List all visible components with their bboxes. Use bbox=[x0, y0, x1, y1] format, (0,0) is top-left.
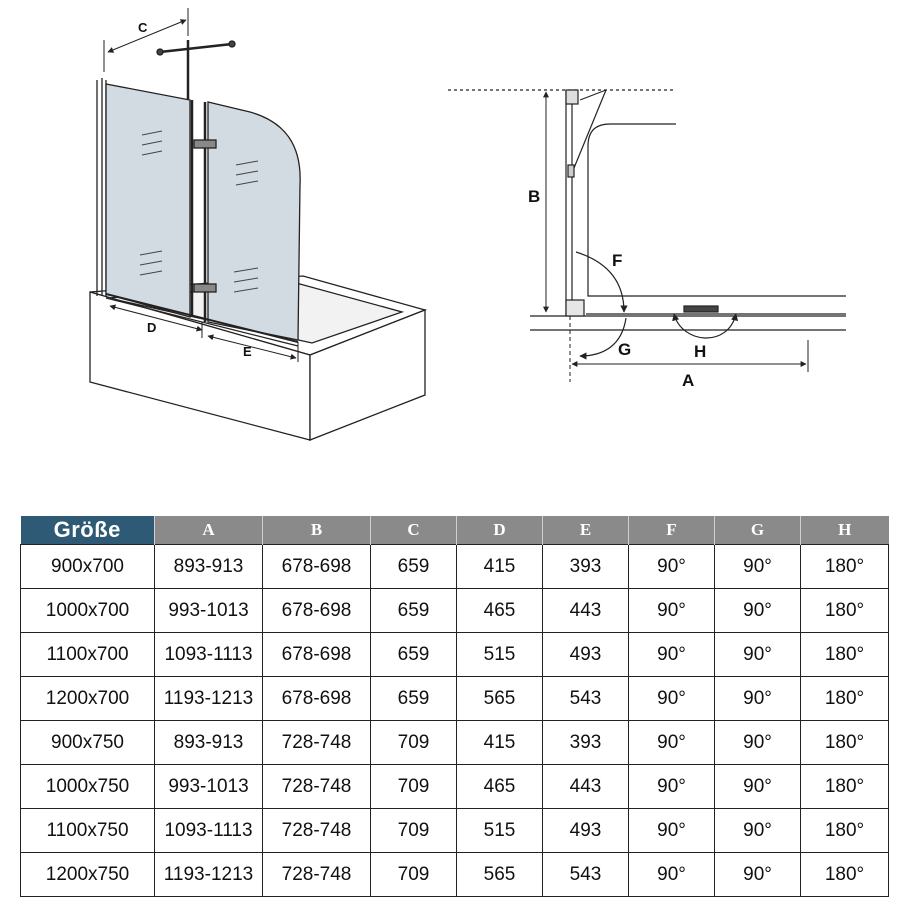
table-row bbox=[21, 853, 889, 897]
header-e: E bbox=[543, 516, 629, 545]
label-e: E bbox=[243, 344, 252, 359]
table-cell: 728-748 bbox=[263, 809, 371, 853]
table-cell: 678-698 bbox=[263, 545, 371, 589]
table-row bbox=[21, 545, 889, 589]
table-cell: 90° bbox=[629, 809, 715, 853]
table-cell: 678-698 bbox=[263, 589, 371, 633]
header-c: C bbox=[371, 516, 457, 545]
table-cell: 180° bbox=[801, 677, 889, 721]
table-row bbox=[21, 633, 889, 677]
table-cell: 659 bbox=[371, 633, 457, 677]
header-groesse: Größe bbox=[21, 516, 155, 545]
table-cell: 180° bbox=[801, 633, 889, 677]
table-cell: 493 bbox=[543, 809, 629, 853]
table-cell: 678-698 bbox=[263, 677, 371, 721]
table-cell: 1193-1213 bbox=[155, 853, 263, 897]
table-cell: 90° bbox=[629, 545, 715, 589]
table-cell: 90° bbox=[629, 853, 715, 897]
table-row bbox=[21, 677, 889, 721]
side-view bbox=[448, 90, 846, 382]
label-c: C bbox=[138, 20, 148, 35]
table-cell: 900x750 bbox=[21, 721, 155, 765]
table-cell: 493 bbox=[543, 633, 629, 677]
table-cell: 1200x750 bbox=[21, 853, 155, 897]
table-cell: 1200x700 bbox=[21, 677, 155, 721]
table-cell: 180° bbox=[801, 853, 889, 897]
table-cell: 1000x750 bbox=[21, 765, 155, 809]
hinge-top-icon bbox=[194, 140, 216, 148]
size-table bbox=[20, 516, 889, 897]
table-cell: 90° bbox=[715, 545, 801, 589]
table-cell: 90° bbox=[715, 721, 801, 765]
table-cell: 393 bbox=[543, 545, 629, 589]
table-cell: 180° bbox=[801, 809, 889, 853]
glass-panel-folding bbox=[208, 102, 300, 340]
table-cell: 728-748 bbox=[263, 721, 371, 765]
table-cell: 1093-1113 bbox=[155, 809, 263, 853]
table-cell: 415 bbox=[457, 721, 543, 765]
table-cell: 1100x750 bbox=[21, 809, 155, 853]
table-cell: 993-1013 bbox=[155, 765, 263, 809]
table-header-row bbox=[21, 516, 889, 545]
table-cell: 1000x700 bbox=[21, 589, 155, 633]
table-cell: 900x700 bbox=[21, 545, 155, 589]
table-cell: 465 bbox=[457, 765, 543, 809]
header-g: G bbox=[715, 516, 801, 545]
table-cell: 90° bbox=[629, 589, 715, 633]
table-cell: 728-748 bbox=[263, 853, 371, 897]
table-cell: 1100x700 bbox=[21, 633, 155, 677]
table-cell: 709 bbox=[371, 809, 457, 853]
table-cell: 180° bbox=[801, 589, 889, 633]
table-cell: 565 bbox=[457, 853, 543, 897]
table-cell: 709 bbox=[371, 721, 457, 765]
table-cell: 90° bbox=[715, 765, 801, 809]
table-cell: 1193-1213 bbox=[155, 677, 263, 721]
table-cell: 90° bbox=[715, 809, 801, 853]
table-row bbox=[21, 809, 889, 853]
table-cell: 180° bbox=[801, 765, 889, 809]
table-cell: 90° bbox=[715, 677, 801, 721]
table-cell: 659 bbox=[371, 677, 457, 721]
header-h: H bbox=[801, 516, 889, 545]
table-row bbox=[21, 765, 889, 809]
table-cell: 543 bbox=[543, 853, 629, 897]
table-cell: 893-913 bbox=[155, 545, 263, 589]
header-d: D bbox=[457, 516, 543, 545]
perspective-view bbox=[90, 8, 425, 440]
table-cell: 90° bbox=[715, 853, 801, 897]
table-cell: 728-748 bbox=[263, 765, 371, 809]
table-cell: 90° bbox=[715, 633, 801, 677]
table-cell: 515 bbox=[457, 633, 543, 677]
table-cell: 393 bbox=[543, 721, 629, 765]
table-cell: 543 bbox=[543, 677, 629, 721]
table-cell: 180° bbox=[801, 545, 889, 589]
label-b: B bbox=[528, 187, 541, 206]
table-cell: 515 bbox=[457, 809, 543, 853]
header-b: B bbox=[263, 516, 371, 545]
table-cell: 709 bbox=[371, 853, 457, 897]
stabilizer-bar bbox=[157, 40, 235, 100]
table-cell: 443 bbox=[543, 765, 629, 809]
table-cell: 709 bbox=[371, 765, 457, 809]
table-cell: 90° bbox=[715, 589, 801, 633]
table-cell: 465 bbox=[457, 589, 543, 633]
table-cell: 415 bbox=[457, 545, 543, 589]
table-body bbox=[21, 545, 889, 897]
table-row bbox=[21, 589, 889, 633]
label-a: A bbox=[682, 371, 695, 390]
header-a: A bbox=[155, 516, 263, 545]
table-cell: 993-1013 bbox=[155, 589, 263, 633]
table-cell: 1093-1113 bbox=[155, 633, 263, 677]
table-cell: 90° bbox=[629, 765, 715, 809]
label-g: G bbox=[618, 340, 632, 359]
table-cell: 659 bbox=[371, 589, 457, 633]
header-f: F bbox=[629, 516, 715, 545]
hinge-bottom-icon bbox=[194, 284, 216, 292]
table-cell: 443 bbox=[543, 589, 629, 633]
table-cell: 90° bbox=[629, 633, 715, 677]
label-f: F bbox=[612, 251, 623, 270]
table-cell: 659 bbox=[371, 545, 457, 589]
table-cell: 90° bbox=[629, 721, 715, 765]
table-cell: 180° bbox=[801, 721, 889, 765]
table-cell: 893-913 bbox=[155, 721, 263, 765]
label-h: H bbox=[694, 342, 707, 361]
table-cell: 565 bbox=[457, 677, 543, 721]
wall-profile bbox=[97, 78, 106, 296]
table-row bbox=[21, 721, 889, 765]
glass-panel-fixed bbox=[106, 84, 190, 317]
label-d: D bbox=[147, 320, 157, 335]
table-cell: 90° bbox=[629, 677, 715, 721]
table-cell: 678-698 bbox=[263, 633, 371, 677]
